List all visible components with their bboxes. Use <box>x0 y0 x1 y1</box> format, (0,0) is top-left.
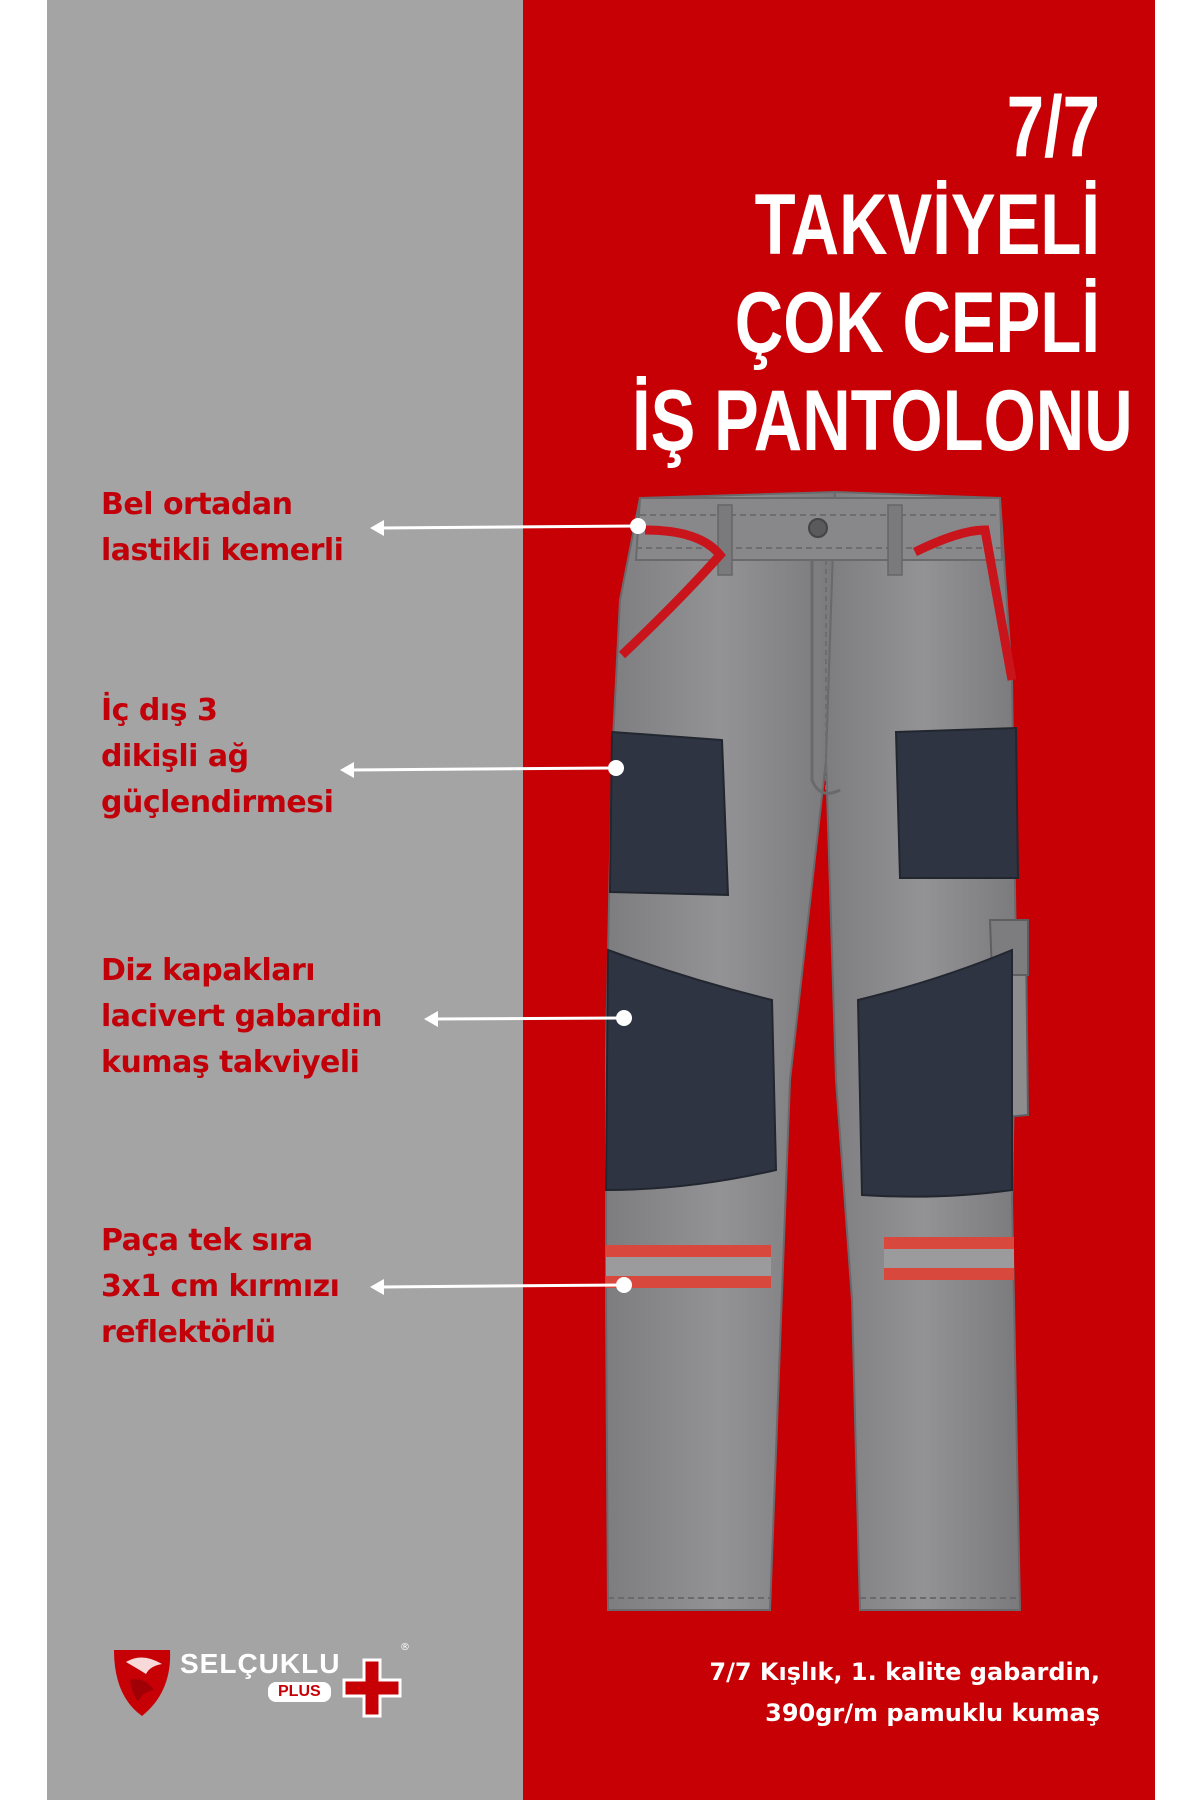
callout-text: Paça tek sıra <box>101 1223 313 1258</box>
registered-mark: ® <box>400 1642 410 1653</box>
fabric-info-line-1: 7/7 Kışlık, 1. kalite gabardin, <box>709 1658 1100 1686</box>
callout-waist <box>101 482 343 574</box>
eagle-shield-icon <box>110 1640 180 1720</box>
callout-reflector <box>101 1218 339 1356</box>
callout-line-4 <box>370 1277 632 1295</box>
fabric-info <box>709 1652 1100 1734</box>
callout-text: kumaş takviyeli <box>101 1045 360 1080</box>
fabric-info-line-2: 390gr/m pamuklu kumaş <box>765 1699 1100 1727</box>
title-line-4: İŞ PANTOLONU <box>632 373 1133 469</box>
callout-text: dikişli ağ <box>101 739 249 774</box>
title-line-3: ÇOK CEPLİ <box>734 275 1100 371</box>
plus-cross-icon <box>342 1658 402 1718</box>
title-line-2: TAKVİYELİ <box>754 177 1100 273</box>
callout-text: İç dış 3 <box>101 693 218 728</box>
brand-sub: PLUS <box>268 1682 331 1702</box>
callout-text: 3x1 cm kırmızı <box>101 1269 340 1304</box>
callout-text: lastikli kemerli <box>101 533 344 568</box>
callout-stitching <box>101 688 333 826</box>
callout-text: güçlendirmesi <box>101 785 334 820</box>
callout-line-3 <box>424 1010 632 1027</box>
callout-text: Diz kapakları <box>101 953 316 988</box>
callout-text: reflektörlü <box>101 1315 276 1350</box>
callout-line-2 <box>340 760 624 778</box>
title-line-1: 7/7 <box>1006 79 1100 175</box>
callout-text: lacivert gabardin <box>101 999 382 1034</box>
callout-knee <box>101 948 382 1086</box>
brand-logo <box>110 1640 430 1740</box>
brand-name: SELÇUKLU <box>180 1648 341 1679</box>
callout-line-1 <box>370 518 646 536</box>
callout-text: Bel ortadan <box>101 487 293 522</box>
